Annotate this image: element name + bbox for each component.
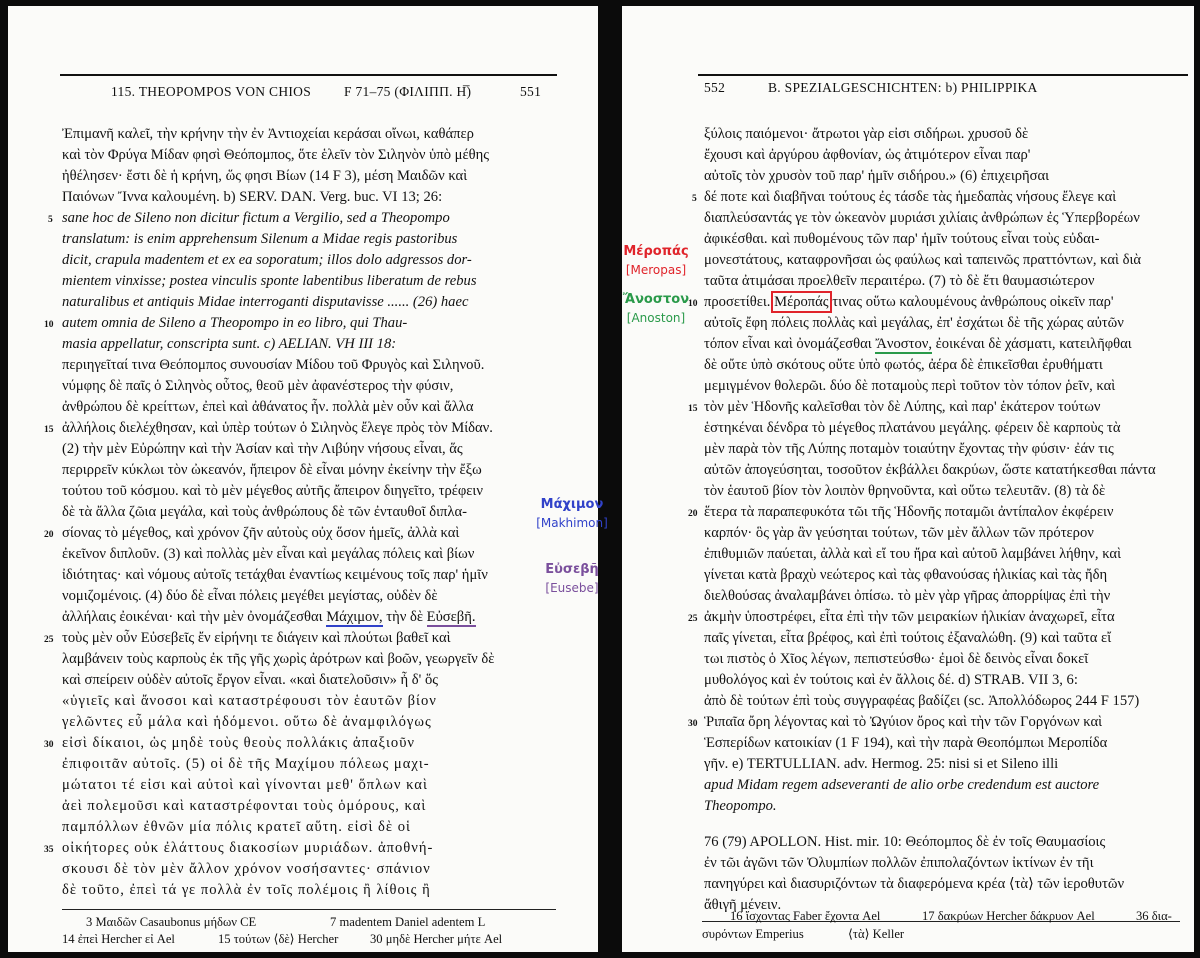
text-line: παμπόλλων ἐθνῶν μία πόλις κρατεῖ αὕτη. εἰσὶ δὲ οἱ xyxy=(62,819,411,835)
annotation-transliteration: [Makhimon] xyxy=(536,516,608,530)
text-line-marked xyxy=(704,292,1114,312)
annotation-transliteration: [Meropas] xyxy=(625,263,687,277)
text-line: «ὑγιεῖς καὶ ἄνοσοι καὶ καταστρέφουσι τὸν ἑαυτῶν βίον xyxy=(62,693,437,709)
footnote-rule xyxy=(62,909,556,910)
text-line: τωι πιστὸς ὁ Χῖος λέγων, πεπιστεύσθω· ἐμοὶ δὲ δεινὸς εἶναι δοκεῖ xyxy=(704,651,1089,667)
line-number: 25 xyxy=(688,614,698,624)
page-number: 551 xyxy=(520,84,542,99)
text-line: Ἐπιμανῆ καλεῖ, τὴν κρήνην τὴν ἐν Ἀντιοχείαι κεράσαι οἴνωι, καθάπερ xyxy=(62,126,474,142)
text-line: dicit, crapula madentem et ex ea soporatum; illos dolo adgressos dor- xyxy=(62,252,472,268)
footnote: ⟨τὰ⟩ Keller xyxy=(848,927,905,941)
footnote: 30 μηδὲ Hercher μήτε Ael xyxy=(370,932,503,946)
footnote: 7 madentem Daniel adentem L xyxy=(330,915,486,929)
footnote: συρόντων Emperius xyxy=(702,927,804,941)
text-line: μώτατοι τέ εἰσι καὶ αὐτοὶ καὶ γίνονται μεθ' ὅπλων καὶ xyxy=(62,777,428,793)
text-line: ταῦτα ἀτιμάσαι προελθεῖν περαιτέρω. (7) τὸ δὲ ἔτι θαυμασιώτερον xyxy=(704,273,1095,289)
annotation-greek: Μέροπάς xyxy=(623,244,689,259)
annotation-transliteration: [Anoston] xyxy=(626,311,686,325)
line-number: 35 xyxy=(44,845,54,855)
line-number: 20 xyxy=(688,509,698,519)
text-line: πανηγύρει καὶ διασυριζόντων τὰ διαφερόμενα κρέα ⟨τὰ⟩ τῶν ἱεροθυτῶν xyxy=(704,876,1125,892)
footnote: 36 δια- xyxy=(1136,909,1172,923)
text-line: Ἑσπερίδων κατοικίαν (1 F 194), καὶ τὴν παρὰ Θεοπόμπωι Μεροπίδα xyxy=(704,735,1108,751)
text-line: αὐτοῖς ἔφη πόλεις πολλὰς καὶ μεγάλας, ἐπ' ἐσχάτωι δὲ τῆς χώρας αὐτῶν xyxy=(704,315,1124,331)
text-line: διελθούσας ἀναλαμβάνει ὀπίσω. τὸ μὲν γὰρ γῆρας ἀπορρίψας ἐπὶ τὴν xyxy=(704,588,1111,604)
text-line: δὲ τὰ ἄλλα ζῶια μεγάλα, καὶ τοὺς ἀνθρώπους δὲ τῶν ἐνταυθοῖ διπλα- xyxy=(62,504,467,520)
anoston-underline: Ἄνοστον, xyxy=(875,336,933,352)
text-line: ἀλλήλοις διελέχθησαν, καὶ ὑπὲρ τούτων ὁ Σιληνὸς ἔλεγε πρὸς τὸν Μίδαν. xyxy=(62,420,493,436)
text-line: νομιζομένοις. (4) δύο δὲ εἶναι πόλεις μεγέθει μεγίστας, οὐδὲν δὲ xyxy=(62,588,438,604)
line-number: 5 xyxy=(48,215,53,225)
text-line: δὲ οὔτε ὑπὸ σκότους οὔτε ὑπὸ φωτός, ἀέρα δὲ ἐπικεῖσθαι ἐρυθήματι xyxy=(704,357,1103,373)
text-line: ἀκμὴν ὑποστρέφει, εἶτα ἐπὶ τὴν τῶν μειρακίων ἡλικίαν ἀναχωρεῖ, εἶτα xyxy=(704,609,1115,625)
line-number: 15 xyxy=(44,425,54,435)
text-line: τοὺς μὲν οὖν Εὐσεβεῖς ἔν εἰρήνηι τε διάγειν καὶ πλούτωι βαθεῖ καὶ xyxy=(62,630,451,646)
text-line: καὶ σπείρειν οὐδὲν αὐτοῖς ἔργον εἶναι. «καὶ διατελοῦσιν» ἦ δ' ὅς xyxy=(62,672,439,688)
text-segment: τὴν δὲ xyxy=(382,609,427,625)
text-line: apud Midam regem adseveranti de alio orbe credendum est auctore xyxy=(704,777,1100,793)
text-line: naturalibus et antiquis Midae interroganti disputavisse ...... (26) haec xyxy=(62,294,469,310)
text-segment: τόπον εἶναι καὶ ὀνομάζεσθαι xyxy=(704,336,876,352)
meropas-highlight-box: Μέροπάς xyxy=(774,294,829,310)
text-line: ἰδιότητας· καὶ νόμους αὐτοῖς τετάχθαι ἐναντίως κειμένους τοῖς παρ' ἡμῖν xyxy=(62,567,488,583)
text-line: λαμβάνειν τοὺς καρποὺς ἐκ τῆς γῆς χωρὶς ἀρότρων καὶ βοῶν, γεωργεῖν δὲ xyxy=(62,651,495,667)
text-line: οἰκήτορες οὐκ ἐλάττους διακοσίων μυριάδων. ἀποθνή- xyxy=(62,840,434,856)
text-line: ἀφικέσθαι. καὶ πυθομένους τῶν παρ' ἡμῖν τούτους εἶναι τοὺς εὐδαι- xyxy=(704,231,1100,247)
text-line: ἑστηκέναι δένδρα τὸ μέγεθος πλατάνου μεγάλης. φέρειν δὲ καρποὺς τὰ xyxy=(704,420,1121,436)
text-line: Παιόνων Ἴννα καλουμένη. b) SERV. DAN. Verg. buc. VI 13; 26: xyxy=(62,189,443,205)
text-line: περιρρεῖν κύκλωι τὸν ὠκεανόν, ἤπειρον δὲ εἶναι μόνην ἐκείνην τὴν ἔξω xyxy=(62,462,482,478)
makhimon-underline: Μάχιμον, xyxy=(326,609,383,625)
annotation-greek: Εὐσεβῆ xyxy=(545,562,599,577)
text-line: ἐπιθυμιῶν παύεται, ἀλλὰ καὶ εἴ του ἤρα καὶ αὐτοῦ λαμβάνει λήθην, καὶ xyxy=(704,546,1121,562)
line-number: 25 xyxy=(44,635,54,645)
text-line: translatum: is enim apprehensum Silenum a Midae regis pastoribus xyxy=(62,231,458,247)
text-line: ἠθέλησεν· ἔστι δὲ ἡ κρήνη, ὥς φησι Βίων (14 F 3), μέση Μαιδῶν καὶ xyxy=(62,168,468,184)
eusebe-underline: Εὐσεβῆ. xyxy=(426,609,476,625)
text-line: masia appellatur, conscripta sunt. c) AELIAN. VH III 18: xyxy=(62,336,397,352)
text-line: παῖς γίνεται, εἶτα βρέφος, καὶ ἐπὶ τούτοις ἐξαναλώθη. (9) καὶ ταῦτα εἴ xyxy=(704,630,1112,646)
line-number: 30 xyxy=(44,740,54,750)
text-line: τὸν ἑαυτοῦ βίον τὸν λοιπὸν θρηνοῦντα, καὶ οὕτω τελευτᾶν. (8) τὰ δὲ xyxy=(704,483,1106,499)
text-line: τὸν μὲν Ἡδονῆς καλεῖσθαι τὸν δὲ Λύπης, καὶ παρ' ἑκάτερον τούτων xyxy=(704,399,1101,415)
text-line: (2) τὴν μὲν Εὐρώπην καὶ τὴν Ἀσίαν καὶ τὴν Λιβύην νήσους εἶναι, ἅς xyxy=(62,441,463,457)
line-number: 30 xyxy=(688,719,698,729)
text-line: ἀεὶ πολεμοῦσι καὶ καταστρέφονται τοὺς ὁμόρους, καὶ xyxy=(62,798,427,814)
text-line: νύμφης δὲ παῖς ὁ Σιληνὸς οὗτος, θεοῦ μὲν ἀφανέστερος τὴν φύσιν, xyxy=(62,378,454,394)
line-number: 10 xyxy=(688,299,698,309)
line-number: 15 xyxy=(688,404,698,414)
line-number: 20 xyxy=(44,530,54,540)
text-line: sane hoc de Sileno non dicitur fictum a Vergilio, sed a Theopompo xyxy=(62,210,450,226)
text-line: γελῶντες εὖ μάλα καὶ ἡδόμενοι. οὕτω δὲ ἀναμφιλόγως xyxy=(62,714,432,730)
text-line: ἐκεῖνον διπλοῦν. (3) καὶ πολλὰς μὲν εἶναι καὶ μεγάλας πόλεις καὶ βίων xyxy=(62,546,475,562)
text-line: ἄθιγῆ μένειν. xyxy=(704,897,782,913)
footnote: 17 δακρύων Hercher δάκρυον Ael xyxy=(922,909,1095,923)
text-line: τούτου τοῦ κόσμου. καὶ τὸ μὲν μέγεθος αὐτῆς ἄπειρον διηγεῖτο, τρέφειν xyxy=(62,483,483,499)
text-line: 76 (79) APOLLON. Hist. mir. 10: Θεόπομπος δὲ ἐν τοῖς Θαυμασίοις xyxy=(704,834,1106,850)
text-line: ἐπιφοιτᾶν αὐτοῖς. (5) οἱ δὲ τῆς Μαχίμου πόλεως μαχι- xyxy=(62,756,430,772)
text-line: αὐτοῖς τὸν χρυσὸν τοῦ παρ' ἡμῖν σιδήρου.» (6) ἐπιχειρῆσαι xyxy=(704,168,1050,184)
footnote: 16 ἴσχοντας Faber ἔχοντα Ael xyxy=(730,909,881,923)
text-line: autem omnia de Sileno a Theopompo in eo libro, qui Thau- xyxy=(62,315,408,331)
text-line: γίνεται κατὰ βραχὺ νεώτερος καὶ τὰς φθανούσας ἡλικίας καὶ τὰς ἤδη xyxy=(704,567,1108,583)
text-line: γῆν. e) TERTULLIAN. adv. Hermog. 25: nisi si et Sileno illi xyxy=(704,756,1059,772)
annotation-greek: Ἄνοστον xyxy=(622,292,690,307)
annotation-makhimon xyxy=(526,496,618,532)
page-number: 552 xyxy=(704,80,726,95)
text-line: καρπόν· ὃς γὰρ ἂν γεύσηται τούτων, τῶν μὲν ἄλλων τῶν πρότερον xyxy=(704,525,1094,541)
text-line: μὲν παρὰ τὸν τῆς Λύπης ποταμὸν τοιαύτην ἔχοντας τὴν φύσιν· ἐάν τις xyxy=(704,441,1114,457)
text-segment: ἐοικέναι δὲ χάσματι, κατειλῆφθαι xyxy=(932,336,1132,352)
text-line: mientem vinxisse; postea vinculis sponte labentibus liberatum de rebus xyxy=(62,273,477,289)
text-line: διαπλεύσαντάς γε τὸν ὠκεανὸν μυριάσι χιλίαις ἀνθρώπων ἐς Ὑπερβορέων xyxy=(704,210,1140,226)
text-line-marked xyxy=(62,607,476,627)
text-segment: ἀλλήλαις ἐοικέναι· καὶ τὴν μὲν ὀνομάζεσθαι xyxy=(62,609,323,625)
line-number: 10 xyxy=(44,320,54,330)
header-rule xyxy=(60,74,557,76)
text-line: σίονας τὸ μέγεθος, καὶ χρόνον ζῆν αὐτοὺς οὐχ ὅσον ἡμεῖς, ἀλλὰ καὶ xyxy=(62,525,460,541)
annotation-eusebe xyxy=(528,561,616,597)
right-book-page xyxy=(622,6,1194,952)
text-line: ἕτερα τὰ παραπεφυκότα τῶι τῆς Ἡδονῆς ποταμῶι ἀντίπαλον ἐκφέρειν xyxy=(704,504,1114,520)
text-line: μονεστάτους, καταφρονῆσαι ὡς φαύλως καὶ ταπεινῶς πραττόντων, καὶ διὰ xyxy=(704,252,1142,268)
text-line: μεμιγμένον θολερῶι. δύο δὲ ποταμοὺς περὶ τοῦτον τὸν τόπον ῥεῖν, καὶ xyxy=(704,378,1116,394)
running-head-title: B. SPEZIALGESCHICHTEN: b) PHILIPPIKA xyxy=(768,80,1038,95)
left-book-page xyxy=(8,6,598,952)
text-line: περιηγεῖταί τινα Θεόπομπος συνουσίαν Μίδου τοῦ Φρυγὸς καὶ Σιληνοῦ. xyxy=(62,357,485,373)
annotation-anoston xyxy=(618,291,694,327)
footnote: 3 Μαιδῶν Casaubonus μήδων CE xyxy=(86,915,257,929)
text-line: Theopompo. xyxy=(704,798,777,814)
annotation-greek: Μάχιμον xyxy=(540,497,604,512)
footnote: 14 ἐπεὶ Hercher εἰ Ael xyxy=(62,932,175,946)
text-line-marked xyxy=(704,334,1132,354)
annotation-meropas xyxy=(618,243,694,279)
text-line: ἀπὸ δὲ τούτων ἐπὶ τοὺς συγγραφέας βαδίζει (sc. Ἀπολλόδωρος 244 F 157) xyxy=(704,693,1140,709)
annotation-transliteration: [Eusebe] xyxy=(545,581,599,595)
text-line: ἔχουσι καὶ ἀργύρου ἀφθονίαν, ὡς ἀτιμότερον εἶναι παρ' xyxy=(704,147,1031,163)
running-head-title: 115. THEOPOMPOS VON CHIOS xyxy=(111,84,312,99)
text-line: ἀνθρώπου δὲ κρείττων, ἐπεὶ καὶ ἀθάνατος ἦν. πολλὰ μὲν οὖν καὶ ἄλλα xyxy=(62,399,474,415)
text-line: σκουσι δὲ τὸν μὲν ἄλλον χρόνον νοσήσαντες· σπάνιον xyxy=(62,861,431,877)
text-line: δὲ τοῦτο, ἐπεὶ τά γε πολλὰ ἐν τοῖς πολέμοις ἢ λίθοις ἢ xyxy=(62,882,431,898)
text-line: αὐτῶν ἀπογεύσηται, τοσοῦτον ἐκβάλλει δακρύων, ὥστε κατατήκεσθαι πάντα xyxy=(704,462,1156,478)
header-rule xyxy=(698,74,1188,76)
footnote: 15 τούτων ⟨δὲ⟩ Hercher xyxy=(218,932,339,946)
line-number: 5 xyxy=(692,194,697,204)
text-line: μυθολόγος καὶ ἐν τούτοις καὶ ἐν ἄλλοις δέ. d) STRAB. VII 3, 6: xyxy=(704,672,1078,688)
text-line: ἐν τῶι ἀγῶνι τῶν Ὀλυμπίων πολλῶν ἐπιπολαζόντων ἰκτίνων ἐν τῆι xyxy=(704,855,1094,871)
text-line: δέ ποτε καὶ διαβῆναι τούτους ἐς τάσδε τὰς ἡμεδαπὰς νήσους ἔλεγε καὶ xyxy=(704,189,1117,205)
text-line: Ῥιπαῖα ὄρη λέγοντας καὶ τὸ Ὠγύιον ὄρος καὶ τὴν τῶν Γοργόνων καὶ xyxy=(704,714,1103,730)
text-segment: προσετίθει. xyxy=(704,294,771,310)
text-segment: τινας οὕτω καλουμένους ἀνθρώπους οἰκεῖν παρ' xyxy=(828,294,1114,310)
text-line: ξύλοις παιόμενοι· ἄτρωτοι γὰρ εἰσι σιδήρωι. χρυσοῦ δὲ xyxy=(704,126,1029,142)
text-line: καὶ τὸν Φρύγα Μίδαν φησὶ Θεόπομπος, ὅτε ἑλεῖν τὸν Σιληνὸν ὑπὸ μέθης xyxy=(62,147,490,163)
text-line: εἰσὶ δίκαιοι, ὡς μηδὲ τοὺς θεοὺς πολλάκις ἀπαξιοῦν xyxy=(62,735,416,751)
running-head-fragments: F 71–75 (ΦΙΛΙΠΠ. Η̅) xyxy=(344,84,472,99)
